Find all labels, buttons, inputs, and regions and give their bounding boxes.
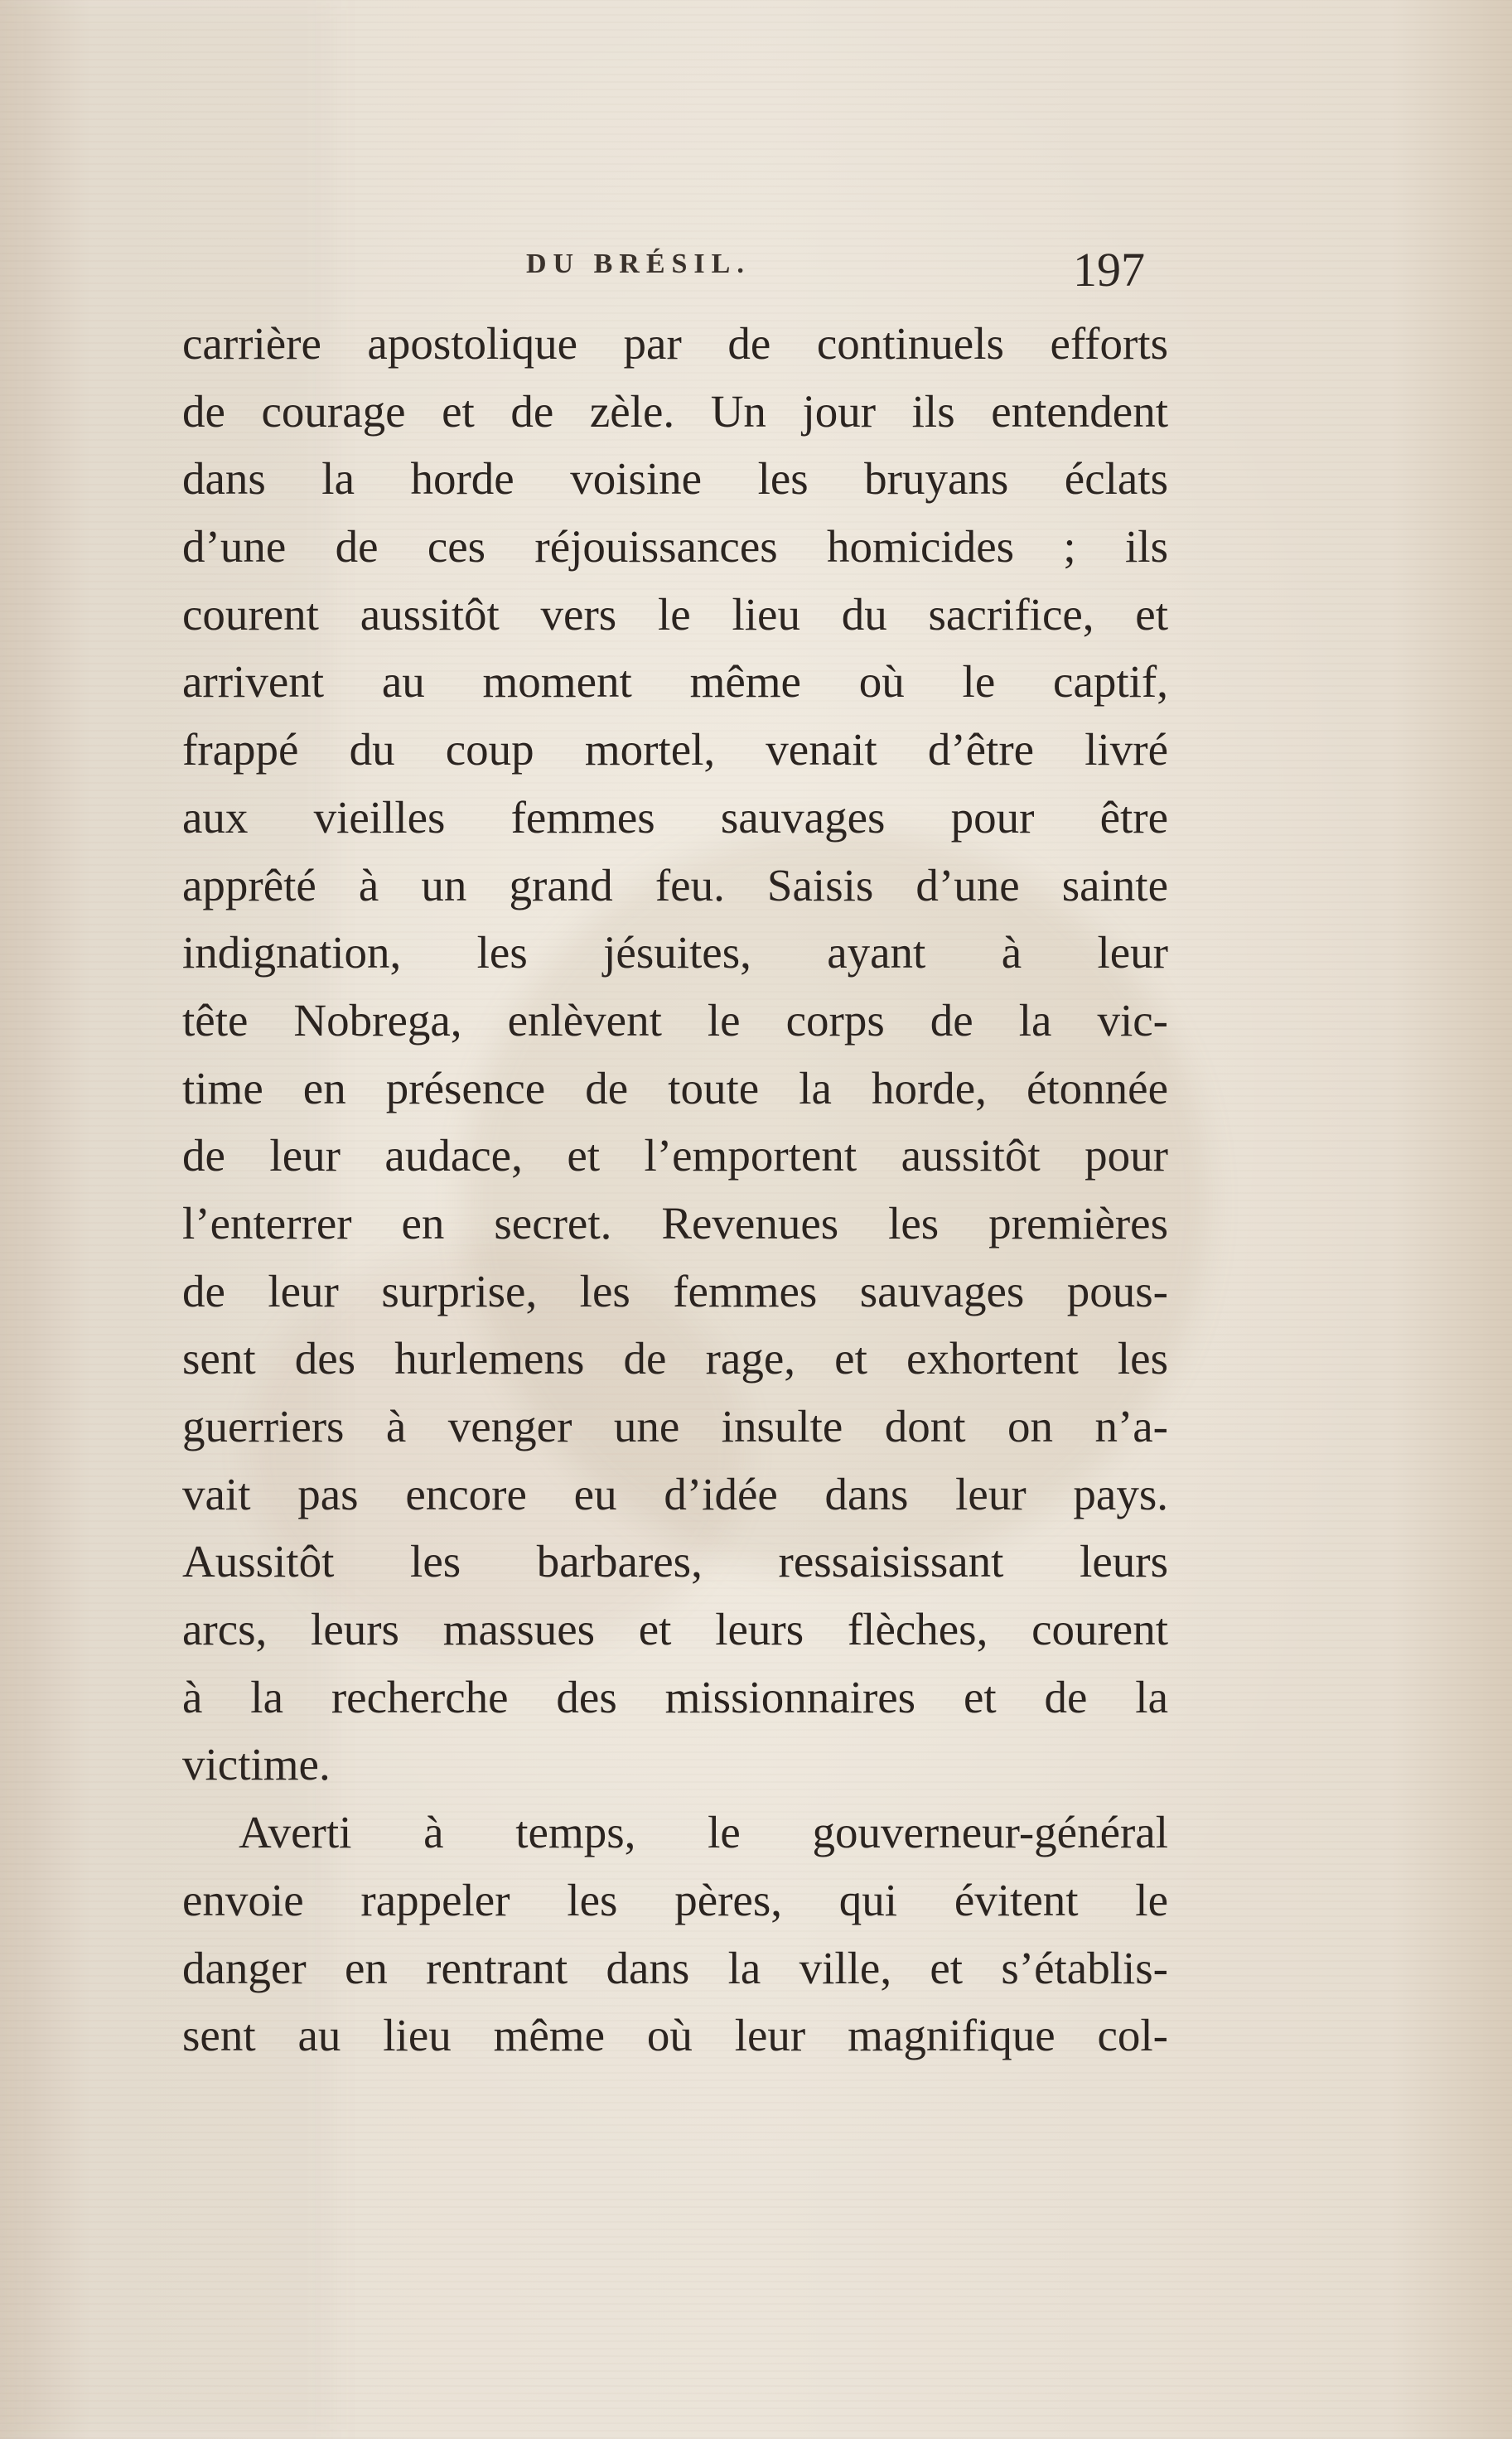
text-line: courent aussitôt vers le lieu du sacrifice, et: [182, 588, 1168, 640]
page-number: 197: [1073, 243, 1145, 297]
text-line: guerriers à venger une insulte dont on n’a-: [182, 1401, 1168, 1451]
text-line: d’une de ces réjouissances homicides ; ils: [182, 521, 1168, 572]
text-line: arcs, leurs massues et leurs flèches, courent: [182, 1604, 1168, 1655]
text-line: carrière apostolique par de continuels efforts: [182, 318, 1168, 369]
text-line: apprêté à un grand feu. Saisis d’une sainte: [182, 859, 1168, 910]
text-line: envoie rappeler les pères, qui évitent le: [182, 1874, 1168, 1925]
text-line: de leur audace, et l’emportent aussitôt pour: [182, 1130, 1168, 1181]
text-line: vait pas encore eu d’idée dans leur pays.: [182, 1468, 1168, 1519]
text-line: Aussitôt les barbares, ressaisissant leurs: [182, 1536, 1168, 1587]
text-line: tête Nobrega, enlèvent le corps de la vic-: [182, 994, 1168, 1046]
text-line: à la recherche des missionnaires et de la: [182, 1671, 1168, 1722]
text-line: Averti à temps, le gouverneur-général: [239, 1807, 1168, 1858]
text-line: sent des hurlemens de rage, et exhortent les: [182, 1333, 1168, 1384]
running-title: DU BRÉSIL.: [526, 249, 751, 279]
text-line: de leur surprise, les femmes sauvages pous-: [182, 1265, 1168, 1316]
text-line: frappé du coup mortel, venait d’être livré: [182, 724, 1168, 775]
text-line: aux vieilles femmes sauvages pour être: [182, 791, 1168, 843]
text-line: time en présence de toute la horde, étonnée: [182, 1062, 1168, 1113]
text-line: victime.: [182, 1739, 331, 1790]
text-line: de courage et de zèle. Un jour ils entendent: [182, 385, 1168, 437]
page-header: [182, 242, 1168, 300]
text-line: danger en rentrant dans la ville, et s’établis-: [182, 1942, 1168, 1993]
text-line: sent au lieu même où leur magnifique col-: [182, 2010, 1168, 2061]
body-text: [182, 310, 1168, 2070]
text-line: indignation, les jésuites, ayant à leur: [182, 927, 1168, 978]
text-line: l’enterrer en secret. Revenues les premières: [182, 1197, 1168, 1248]
text-line: dans la horde voisine les bruyans éclats: [182, 453, 1168, 505]
text-line: arrivent au moment même où le captif,: [182, 656, 1168, 708]
